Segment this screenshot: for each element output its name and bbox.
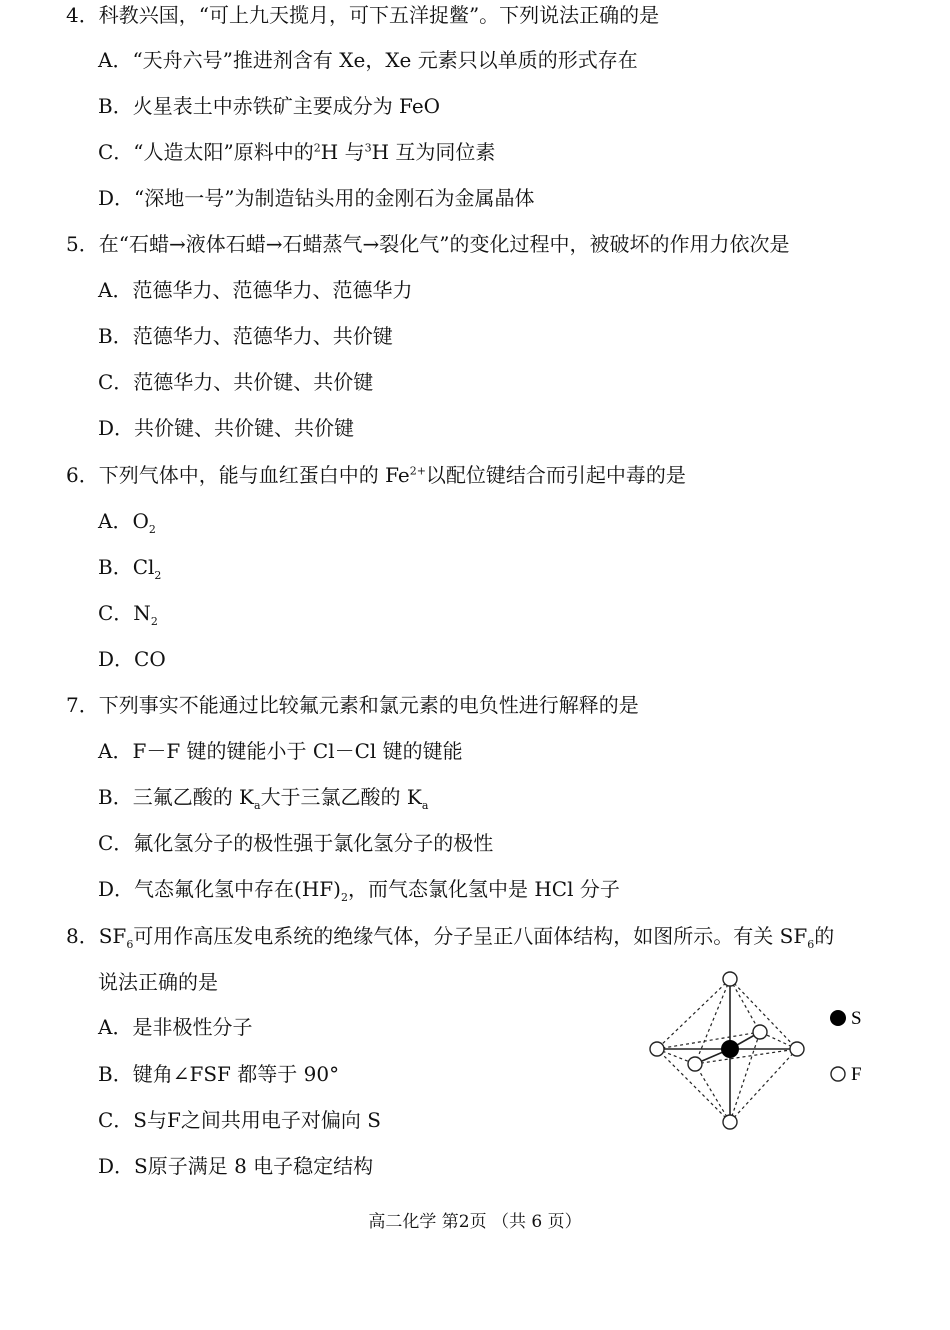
- q6-b-pre: B．Cl: [98, 555, 155, 579]
- f-atom-bottom: [723, 1115, 737, 1129]
- legend-f-label: F: [851, 1064, 862, 1085]
- q8-stem-pre: 8．SF: [66, 924, 127, 948]
- q4-option-a: A．“天舟六号”推进剂含有 Xe，Xe 元素只以单质的形式存在: [98, 48, 638, 72]
- q4-c-sup1: 2: [313, 141, 321, 155]
- q7-b-pre: B．三氟乙酸的 K: [98, 785, 254, 809]
- legend-s-marker: [830, 1010, 846, 1026]
- q8-option-c: C．S与F之间共用电子对偏向 S: [98, 1108, 381, 1132]
- q8-option-a: A．是非极性分子: [98, 1015, 253, 1039]
- q4-c-post: H 互为同位素: [371, 140, 496, 164]
- q8-stem-sub2: 6: [807, 938, 815, 951]
- q6-stem-sup: 2+: [409, 464, 426, 478]
- q4-option-d: D．“深地一号”为制造钻头用的金刚石为金属晶体: [98, 186, 535, 210]
- q5-option-c: C．范德华力、共价键、共价键: [98, 370, 374, 394]
- q6-c-sub: 2: [150, 615, 158, 628]
- q6-c-pre: C．N: [98, 601, 151, 625]
- q6-b-sub: 2: [154, 569, 162, 582]
- q6-option-b: [98, 554, 161, 580]
- q7-stem: 7．下列事实不能通过比较氟元素和氯元素的电负性进行解释的是: [66, 693, 639, 717]
- q6-a-sub: 2: [148, 523, 156, 536]
- q6-option-d: D．CO: [98, 647, 166, 671]
- q6-option-a: [98, 508, 156, 534]
- q6-stem: [66, 462, 686, 488]
- q8-stem: [66, 923, 834, 949]
- q7-b-mid: 大于三氯乙酸的 K: [260, 785, 422, 809]
- q4-c-mid: H 与: [320, 140, 365, 164]
- q7-option-b: [98, 784, 428, 810]
- q7-b-sub: a: [254, 799, 261, 812]
- legend-s-label: S: [851, 1008, 862, 1029]
- f-atom-left: [650, 1042, 664, 1056]
- q8-option-d: D．S原子满足 8 电子稳定结构: [98, 1154, 374, 1178]
- q7-option-a: A．F－F 键的键能小于 Cl－Cl 键的键能: [98, 739, 463, 763]
- q4-c-sup2: 3: [364, 141, 372, 155]
- q8-option-b: B．键角∠FSF 都等于 90°: [98, 1062, 340, 1086]
- q6-stem-pre: 6．下列气体中，能与血红蛋白中的 Fe: [66, 463, 410, 487]
- f-atom-back: [753, 1025, 767, 1039]
- f-atom-top: [723, 972, 737, 986]
- q4-c-pre: C．“人造太阳”原料中的: [98, 140, 314, 164]
- q8-stem-post: 的: [814, 924, 835, 948]
- q7-d-pre: D．气态氟化氢中存在(HF): [98, 877, 341, 901]
- legend-f-marker: [831, 1067, 845, 1081]
- q4-stem: 4．科教兴国，“可上九天揽月，可下五洋捉鳖”。下列说法正确的是: [66, 3, 660, 27]
- q7-option-d: [98, 876, 620, 902]
- q6-stem-post: 以配位键结合而引起中毒的是: [425, 463, 686, 487]
- q5-option-a: A．范德华力、范德华力、范德华力: [98, 278, 413, 302]
- q7-b-sub2: a: [421, 799, 429, 812]
- sf6-octahedron-figure: [640, 962, 880, 1142]
- q7-option-c: C．氟化氢分子的极性强于氯化氢分子的极性: [98, 831, 494, 855]
- page-footer: 高二化学 第2页 （共 6 页）: [368, 1212, 582, 1232]
- q8-stem-sub1: 6: [126, 938, 134, 951]
- q8-stem-mid: 可用作高压发电系统的绝缘气体，分子呈正八面体结构，如图所示。有关 SF: [133, 924, 808, 948]
- q6-option-c: [98, 600, 158, 626]
- s-atom: [721, 1040, 739, 1058]
- f-atom-front: [688, 1057, 702, 1071]
- q5-stem: 5．在“石蜡→液体石蜡→石蜡蒸气→裂化气”的变化过程中，被破坏的作用力依次是: [66, 232, 790, 256]
- q6-a-pre: A．O: [98, 509, 149, 533]
- q5-option-b: B．范德华力、范德华力、共价键: [98, 324, 393, 348]
- q4-option-c: [98, 139, 495, 165]
- f-atom-right: [790, 1042, 804, 1056]
- q5-option-d: D．共价键、共价键、共价键: [98, 416, 355, 440]
- q4-option-b: B．火星表土中赤铁矿主要成分为 FeO: [98, 94, 441, 118]
- q7-d-sub: 2: [340, 891, 348, 904]
- q7-d-post: ，而气态氯化氢中是 HCl 分子: [347, 877, 620, 901]
- q8-stem-line2: 说法正确的是: [98, 970, 218, 994]
